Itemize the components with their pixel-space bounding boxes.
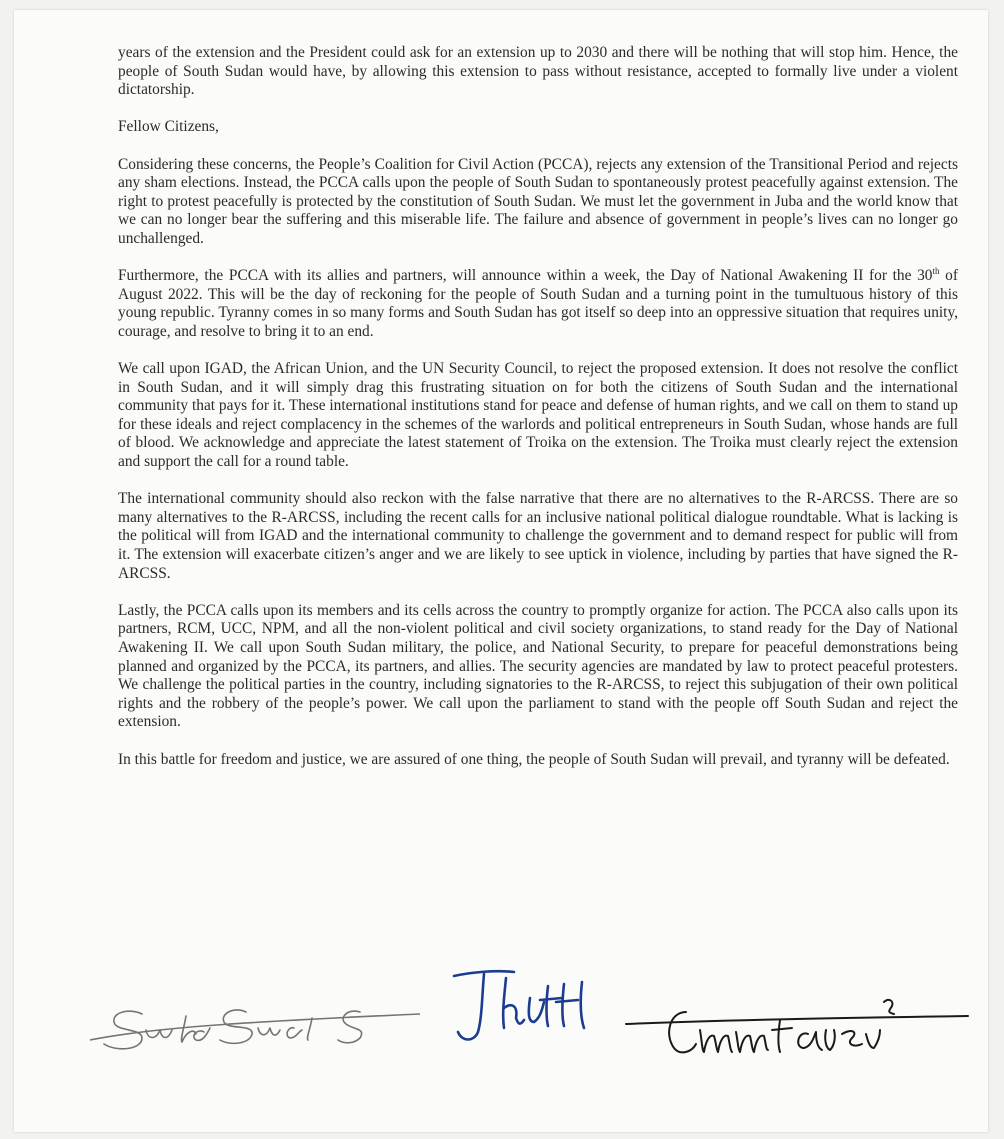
paragraph-international-community: The international community should also reckon with the false narrative that there are no alternatives to the R-ARCSS. There are so many alternatives to the R-ARCSS, including the recent calls for an inclusive national political dialogue roundtable. What is lacking is the political will from IGAD and the international community to challenge the government and to demand respect for public will from it. The extension will exacerbate citizen’s anger and we are likely to see uptick in violence, including by parties that have signed the R-ARCSS.	[118, 490, 958, 582]
awakening-text-end: of August 2022. This will be the day of reckoning for the people of South Sudan and a turning point in the tumultuous history of this young republic. Tyranny comes in so many forms and South Sudan has got itself so deep into an oppressive situation that requires unity, courage, and resolve to bring it to an end.	[118, 267, 958, 340]
awakening-text-start: Furthermore, the PCCA with its allies and partners, will announce within a week, the Day of National Awakening II for the 30	[118, 267, 933, 285]
paragraph-lastly: Lastly, the PCCA calls upon its members and its cells across the country to promptly organize for action. The PCCA also calls upon its partners, RCM, UCC, NPM, and all the non-violent political and civil society organizations, to stand ready for the Day of National Awakening II. We call upon South Sudan military, the police, and National Security, to prepare for peaceful demonstrations being planned and organized by the PCCA, its partners, and allies. The security agencies are mandated by law to protect peaceful protesters. We challenge the political parties in the country, including signatories to the R-ARCSS, to reject this subjugation of their own political rights and the robbery of the people’s power. We call upon the parliament to stand with the people off South Sudan and reject the extension.	[118, 601, 958, 731]
paragraph-igad: We call upon IGAD, the African Union, and the UN Security Council, to reject the proposed extension. It does not resolve the conflict in South Sudan, and it will simply drag this frustrating situation on for both the citizens of South Sudan and the international community that pays for it. These international institutions stand for peace and defense of human rights, and we call on them to stand up for these ideals and reject complacency in the schemes of the warlords and political entrepreneurs in South Sudan, whose hands are full of blood. We acknowledge and appreciate the latest statement of Troika on the extension. The Troika must clearly reject the extension and support the call for a round table.	[118, 360, 958, 471]
signature-1	[90, 978, 420, 1068]
signature-3	[622, 990, 972, 1070]
paragraph-closing: In this battle for freedom and justice, we are assured of one thing, the people of South Sudan will prevail, and tyranny will be defeated.	[118, 750, 950, 768]
salutation: Fellow Citizens,	[118, 118, 219, 136]
letter-page	[14, 10, 988, 1132]
signature-2	[448, 962, 598, 1052]
paragraph-concerns: Considering these concerns, the People’s Coalition for Civil Action (PCCA), rejects any extension of the Transitional Period and rejects any sham elections. Instead, the PCCA calls upon the people of South Sudan to spontaneously protest peacefully against extension. The right to protest peacefully is protected by the constitution of South Sudan. We must let the government in Juba and the world know that we can no longer bear the suffering and this miserable life. The failure and absence of government in people’s lives can no longer go unchallenged.	[118, 155, 958, 247]
letter-body	[118, 44, 958, 788]
paragraph-extension: years of the extension and the President could ask for an extension up to 2030 and there will be nothing that will stop him. Hence, the people of South Sudan would have, by allowing this extension to pass without resistance, accepted to formally live under a violent dictatorship.	[118, 44, 958, 99]
ordinal-superscript: th	[932, 266, 940, 276]
paragraph-awakening	[118, 267, 958, 341]
